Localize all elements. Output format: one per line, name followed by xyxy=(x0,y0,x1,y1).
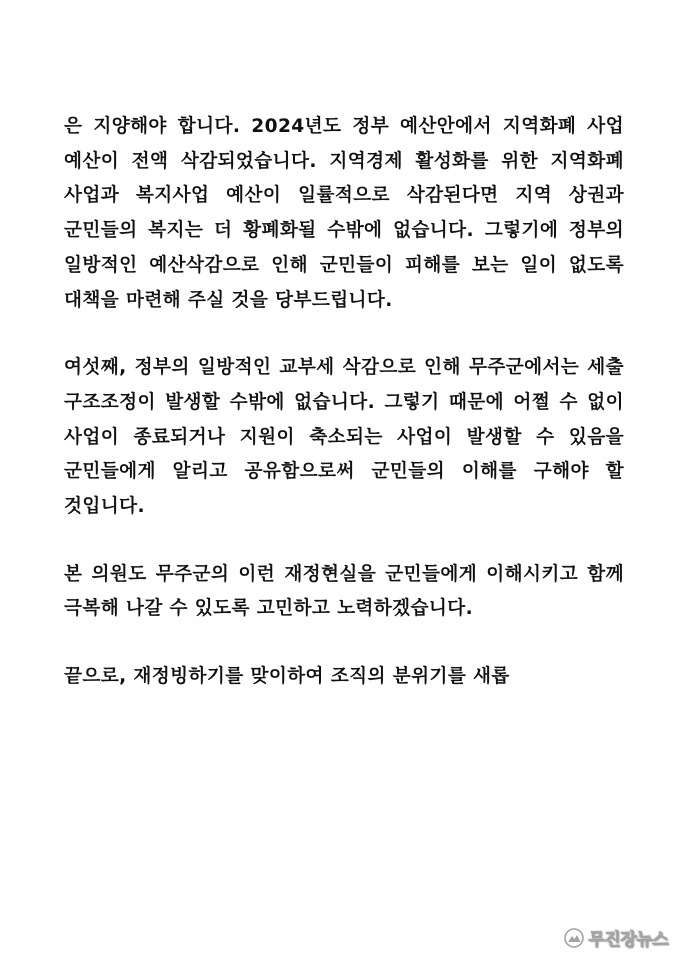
mountain-logo-icon xyxy=(564,928,584,948)
paragraph-closing: 끝으로, 재정빙하기를 맞이하여 조직의 분위기를 새롭 xyxy=(64,666,510,688)
paragraph-commitment: 본 의원도 무주군의 이런 재정현실을 군민들에게 이해시키고 함께 극복해 나갈 수 있도록 고민하고 노력하겠습니다. xyxy=(64,563,624,620)
watermark-text: 무진장뉴스 xyxy=(588,930,668,950)
paragraph-budget-cut: 은 지양해야 합니다. 2024년도 정부 예산안에서 지역화폐 사업 예산이 전액 삭감되었습니다. 지역경제 활성화를 위한 지역화폐 사업과 복지사업 예산이 일률적으로 삭감된다면 지역 상권과 군민들의 복지는 더 황폐화될 수밖에 없습니다. 그렇기에 정부의 일방적인 예산삭감으로 인해 군민들이 피해를 보는 일이 없도록 대책을 마련해 주실 것을 당부드립니다. xyxy=(64,116,624,311)
document-body xyxy=(64,110,624,695)
watermark-logo xyxy=(564,925,668,950)
paragraph-sixth: 여섯째, 정부의 일방적인 교부세 삭감으로 인해 무주군에서는 세출 구조조정이 발생할 수밖에 없습니다. 그렇기 때문에 어쩔 수 없이 사업이 종료되거나 지원이 축소되는 사업이 발생할 수 있음을 군민들에게 알리고 공유함으로써 군민들의 이해를 구해야 할 것입니다. xyxy=(64,357,624,518)
